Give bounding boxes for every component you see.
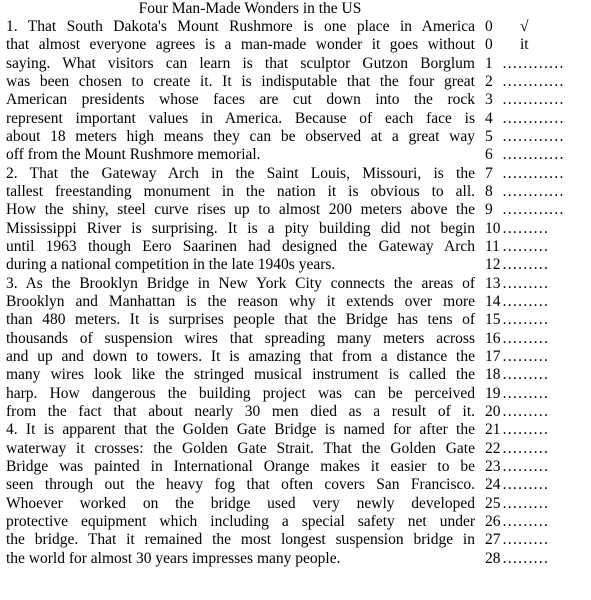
line-text: that almost everyone agrees is a man-made wonder it goes without bbox=[6, 36, 475, 54]
passage-line bbox=[0, 146, 591, 164]
line-number: 2 bbox=[485, 72, 493, 90]
answer-blank[interactable]: ……… bbox=[502, 219, 549, 237]
passage-line bbox=[0, 110, 591, 128]
answer-blank[interactable]: ……… bbox=[502, 421, 549, 439]
line-number: 3 bbox=[485, 91, 493, 109]
line-number: 19 bbox=[485, 384, 501, 402]
line-text: protective equipment which including a special safety net under bbox=[6, 512, 475, 530]
passage-line bbox=[0, 550, 591, 568]
passage-line bbox=[0, 513, 591, 531]
line-text: American presidents whose faces are cut down into the rock bbox=[6, 91, 475, 109]
answer-blank[interactable]: ……… bbox=[502, 549, 549, 567]
line-number: 5 bbox=[485, 127, 493, 145]
passage-line bbox=[0, 495, 591, 513]
line-number: 23 bbox=[485, 457, 501, 475]
line-number: 9 bbox=[485, 201, 493, 219]
passage-line bbox=[0, 36, 591, 54]
line-text: many wires look like the stringed musical instrument is called the bbox=[6, 366, 475, 384]
line-text: and up and down to towers. It is amazing that from a distance the bbox=[6, 347, 475, 365]
answer-blank[interactable]: ……… bbox=[502, 512, 549, 530]
line-number: 25 bbox=[485, 494, 501, 512]
answer-blank[interactable]: ………… bbox=[502, 91, 564, 109]
line-number: 21 bbox=[485, 421, 501, 439]
line-number: 6 bbox=[485, 146, 493, 164]
answer-blank[interactable]: ………… bbox=[502, 164, 564, 182]
passage-line bbox=[0, 531, 591, 549]
line-number: 0 bbox=[485, 18, 493, 35]
line-text: thousands of suspension wires that spreading many meters across bbox=[6, 329, 475, 347]
answer-blank[interactable]: ………… bbox=[502, 182, 564, 200]
answer-blank[interactable]: ………… bbox=[502, 146, 564, 164]
passage-line bbox=[0, 91, 591, 109]
line-text: 3. As the Brooklyn Bridge in New York City connects the areas of bbox=[6, 274, 475, 292]
line-text: during a national competition in the late 1940s years. bbox=[6, 256, 336, 274]
passage-line bbox=[0, 366, 591, 384]
passage-line bbox=[0, 165, 591, 183]
answer-blank[interactable]: ……… bbox=[502, 366, 549, 384]
proofreading-passage bbox=[0, 18, 591, 568]
passage-line bbox=[0, 201, 591, 219]
answer-blank[interactable]: ……… bbox=[502, 329, 549, 347]
line-number: 1 bbox=[485, 54, 493, 72]
answer-blank[interactable]: ………… bbox=[502, 54, 564, 72]
line-number: 13 bbox=[485, 274, 501, 292]
line-number: 0 bbox=[485, 36, 493, 54]
line-number: 24 bbox=[485, 476, 501, 494]
answer-blank[interactable]: ………… bbox=[502, 72, 564, 90]
answer-blank[interactable]: ……… bbox=[502, 494, 549, 512]
line-number: 16 bbox=[485, 329, 501, 347]
line-number: 17 bbox=[485, 347, 501, 365]
answer-blank[interactable]: ……… bbox=[502, 292, 549, 310]
line-text: Bridge was painted in International Orange makes it easier to be bbox=[6, 457, 475, 475]
line-text: tallest freestanding monument in the nation it is obvious to all. bbox=[6, 182, 475, 200]
line-number: 4 bbox=[485, 109, 493, 127]
line-number: 27 bbox=[485, 531, 501, 549]
passage-line bbox=[0, 220, 591, 238]
line-text: off from the Mount Rushmore memorial. bbox=[6, 146, 261, 164]
passage-line bbox=[0, 128, 591, 146]
passage-line bbox=[0, 385, 591, 403]
passage-line bbox=[0, 238, 591, 256]
passage-line bbox=[0, 476, 591, 494]
answer-blank[interactable]: ……… bbox=[502, 274, 549, 292]
line-number: 22 bbox=[485, 439, 501, 457]
answer-blank[interactable]: ………… bbox=[502, 127, 564, 145]
document-title: Four Man-Made Wonders in the US bbox=[138, 0, 362, 17]
line-number: 26 bbox=[485, 512, 501, 530]
line-text: than 480 meters. It is surprises people that the Bridge has tens of bbox=[6, 311, 475, 329]
answer-blank[interactable]: ………… bbox=[502, 109, 564, 127]
line-number: 12 bbox=[485, 256, 501, 274]
line-text: waterway it crosses: the Golden Gate Strait. That the Golden Gate bbox=[6, 439, 475, 457]
passage-line bbox=[0, 440, 591, 458]
line-text: about 18 meters high means they can be observed at a great way bbox=[6, 127, 475, 145]
line-text: How the shiny, steel curve rises up to almost 200 meters above the bbox=[6, 201, 475, 219]
line-number: 15 bbox=[485, 311, 501, 329]
line-text: was been chosen to create it. It is indisputable that the four great bbox=[6, 72, 475, 90]
passage-line bbox=[0, 403, 591, 421]
line-text: the bridge. That it remained the most longest suspension bridge in bbox=[6, 531, 475, 549]
line-text: Mississippi River is surprising. It is a pity building did not begin bbox=[6, 219, 475, 237]
line-text: 2. That the Gateway Arch in the Saint Louis, Missouri, is the bbox=[6, 164, 475, 182]
line-text: Whoever worked on the bridge used very newly developed bbox=[6, 494, 475, 512]
passage-line bbox=[0, 256, 591, 274]
passage-line bbox=[0, 73, 591, 91]
line-text: from the fact that about nearly 30 men died as a result of it. bbox=[6, 402, 475, 420]
sample-answer: it bbox=[520, 36, 529, 54]
answer-blank[interactable]: ……… bbox=[502, 439, 549, 457]
answer-blank[interactable]: ……… bbox=[502, 237, 549, 255]
line-text: 4. It is apparent that the Golden Gate Bridge is named for after the bbox=[6, 421, 475, 439]
line-number: 7 bbox=[485, 164, 493, 182]
line-text: represent important values in America. Because of each face is bbox=[6, 109, 475, 127]
passage-line bbox=[0, 348, 591, 366]
passage-line bbox=[0, 18, 591, 36]
passage-line bbox=[0, 275, 591, 293]
line-number: 20 bbox=[485, 402, 501, 420]
sample-answer: √ bbox=[520, 18, 529, 35]
passage-line bbox=[0, 330, 591, 348]
passage-line bbox=[0, 458, 591, 476]
answer-blank[interactable]: ……… bbox=[502, 311, 549, 329]
passage-line bbox=[0, 421, 591, 439]
line-number: 28 bbox=[485, 549, 501, 567]
answer-blank[interactable]: ……… bbox=[502, 476, 549, 494]
passage-line bbox=[0, 55, 591, 73]
passage-line bbox=[0, 311, 591, 329]
line-text: seen through out the heavy fog that often covers San Francisco. bbox=[6, 476, 475, 494]
answer-blank[interactable]: ……… bbox=[502, 457, 549, 475]
line-number: 10 bbox=[485, 219, 501, 237]
passage-line bbox=[0, 293, 591, 311]
answer-blank[interactable]: ………… bbox=[502, 201, 564, 219]
line-number: 14 bbox=[485, 292, 501, 310]
passage-line bbox=[0, 183, 591, 201]
answer-blank[interactable]: ……… bbox=[502, 402, 549, 420]
line-text: harp. How dangerous the building project was can be perceived bbox=[6, 384, 475, 402]
line-text: until 1963 though Eero Saarinen had designed the Gateway Arch bbox=[6, 237, 475, 255]
line-text: 1. That South Dakota's Mount Rushmore is one place in America bbox=[6, 18, 475, 35]
line-text: saying. What visitors can learn is that sculptor Gutzon Borglum bbox=[6, 54, 475, 72]
answer-blank[interactable]: ……… bbox=[502, 531, 549, 549]
line-number: 18 bbox=[485, 366, 501, 384]
answer-blank[interactable]: ……… bbox=[502, 256, 549, 274]
line-number: 8 bbox=[485, 182, 493, 200]
answer-blank[interactable]: ……… bbox=[502, 384, 549, 402]
answer-blank[interactable]: ……… bbox=[502, 347, 549, 365]
line-text: the world for almost 30 years impresses many people. bbox=[6, 549, 341, 567]
line-number: 11 bbox=[485, 237, 500, 255]
line-text: Brooklyn and Manhattan is the reason why it extends over more bbox=[6, 292, 475, 310]
